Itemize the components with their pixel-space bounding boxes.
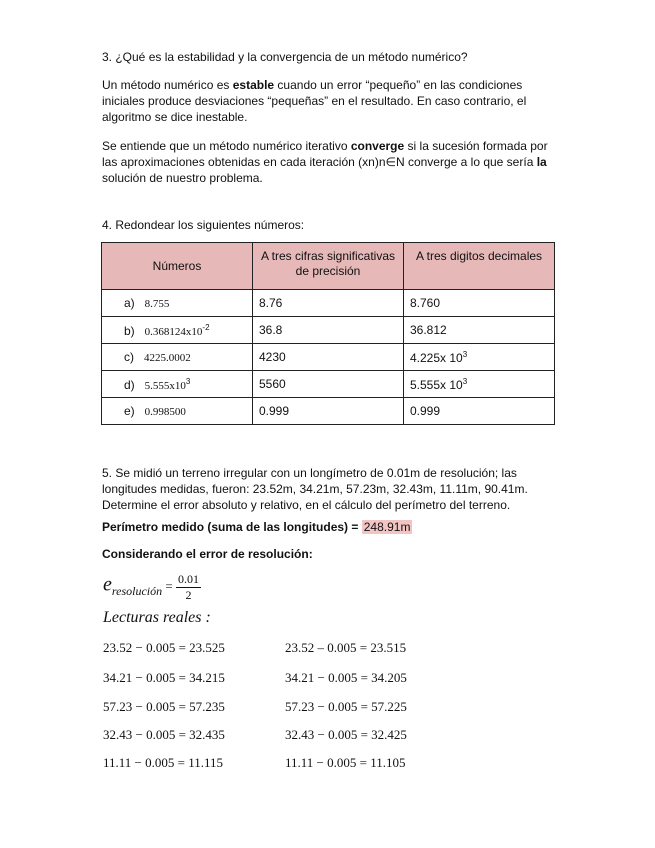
reading-right-2: 57.23 − 0.005 = 57.225 <box>285 699 407 714</box>
sig-cell: 8.76 <box>253 290 404 317</box>
perimeter-label: Perímetro medido (suma de las longitudes) = <box>102 520 362 534</box>
number-cell: e) 0.998500 <box>102 398 253 425</box>
considering-line: Considerando el error de resolución: <box>102 547 313 561</box>
table-row <box>102 290 555 317</box>
dec-cell: 36.812 <box>404 317 555 344</box>
reading-right-4: 11.11 − 0.005 = 11.105 <box>285 755 406 770</box>
number-cell: b) $0.368124x10^{-2}$ <box>102 317 253 344</box>
dec-cell: 0.999 <box>404 398 555 425</box>
dec-cell: 5.555x $10^3$ <box>404 371 555 398</box>
reading-right-1: 34.21 − 0.005 = 34.205 <box>285 670 407 685</box>
number-cell: c) 4225.0002 <box>102 344 253 371</box>
reading-right-3: 32.43 − 0.005 = 32.425 <box>285 727 407 742</box>
perimeter-value: 248.91m <box>363 520 411 534</box>
table-row <box>102 371 555 398</box>
question-3-title: 3. ¿Qué es la estabilidad y la convergencia de un método numérico? <box>102 50 468 64</box>
reading-left-0: 23.52 − 0.005 = 23.525 <box>103 640 225 655</box>
question-5-title: 5. Se midió un terreno irregular con un longímetro de 0.01m de resolución; las longitudes medidas, fueron: 23.52m, 34.21m, 57.23m, 32.43m, 11.11m, 90.41m. Determine el error absoluto y relativo, en el cálculo del perímetro del terreno. <box>102 466 528 512</box>
convergence-text-c: solución de nuestro problema. <box>102 171 263 185</box>
reading-right-0: 23.52 – 0.005 = 23.515 <box>285 640 407 655</box>
resolution-error-equation: eresolución = $\frac{0.01}{2}$ <box>103 572 199 602</box>
perimeter-line <box>102 519 554 535</box>
table-header-row <box>102 243 555 290</box>
fraction: $\frac{0.01}{2}$ <box>177 572 199 602</box>
convergence-text-a: Se entiende que un método numérico iterativo <box>102 139 351 153</box>
reading-left-4: 11.11 − 0.005 = 11.115 <box>103 755 223 770</box>
stability-bold: estable <box>232 78 275 92</box>
reading-left-2: 57.23 − 0.005 = 57.235 <box>103 699 225 714</box>
stability-paragraph <box>102 77 554 125</box>
number-cell: d) $5.555x10^3$ <box>102 371 253 398</box>
dec-cell: 8.760 <box>404 290 555 317</box>
sig-cell: 36.8 <box>253 317 404 344</box>
sig-cell: 5560 <box>253 371 404 398</box>
readings-title: Lecturas reales : <box>103 609 211 626</box>
stability-text-a: Un método numérico es <box>102 78 233 92</box>
dec-cell: 4.225x $10^3$ <box>404 344 555 371</box>
number-cell: a) 8.755 <box>102 290 253 317</box>
sig-cell: 4230 <box>253 344 404 371</box>
header-sig-figs: A tres cifras significativas de precisión <box>253 243 404 290</box>
convergence-text-b: si la sucesión formada por las aproximaciones obtenidas en cada iteración (xn)n∈N converge a lo que sería <box>102 139 548 169</box>
stability-text-b: cuando un error “pequeño” en las condiciones iniciales produce desviaciones “pequeñas” en el resultado. En caso contrario, el algoritmo se dice inestable. <box>102 78 527 124</box>
convergence-bold: converge <box>350 139 405 153</box>
rounding-table <box>101 242 555 425</box>
table-row <box>102 317 555 344</box>
convergence-bold-la: la <box>536 155 547 169</box>
table-row <box>102 398 555 425</box>
table-row <box>102 344 555 371</box>
header-numbers: Números <box>102 243 253 290</box>
convergence-paragraph <box>102 138 554 186</box>
question-4-title: 4. Redondear los siguientes números: <box>102 218 305 232</box>
reading-left-1: 34.21 − 0.005 = 34.215 <box>103 670 225 685</box>
sig-cell: 0.999 <box>253 398 404 425</box>
reading-left-3: 32.43 − 0.005 = 32.435 <box>103 727 225 742</box>
header-decimals: A tres digitos decimales <box>404 243 555 290</box>
